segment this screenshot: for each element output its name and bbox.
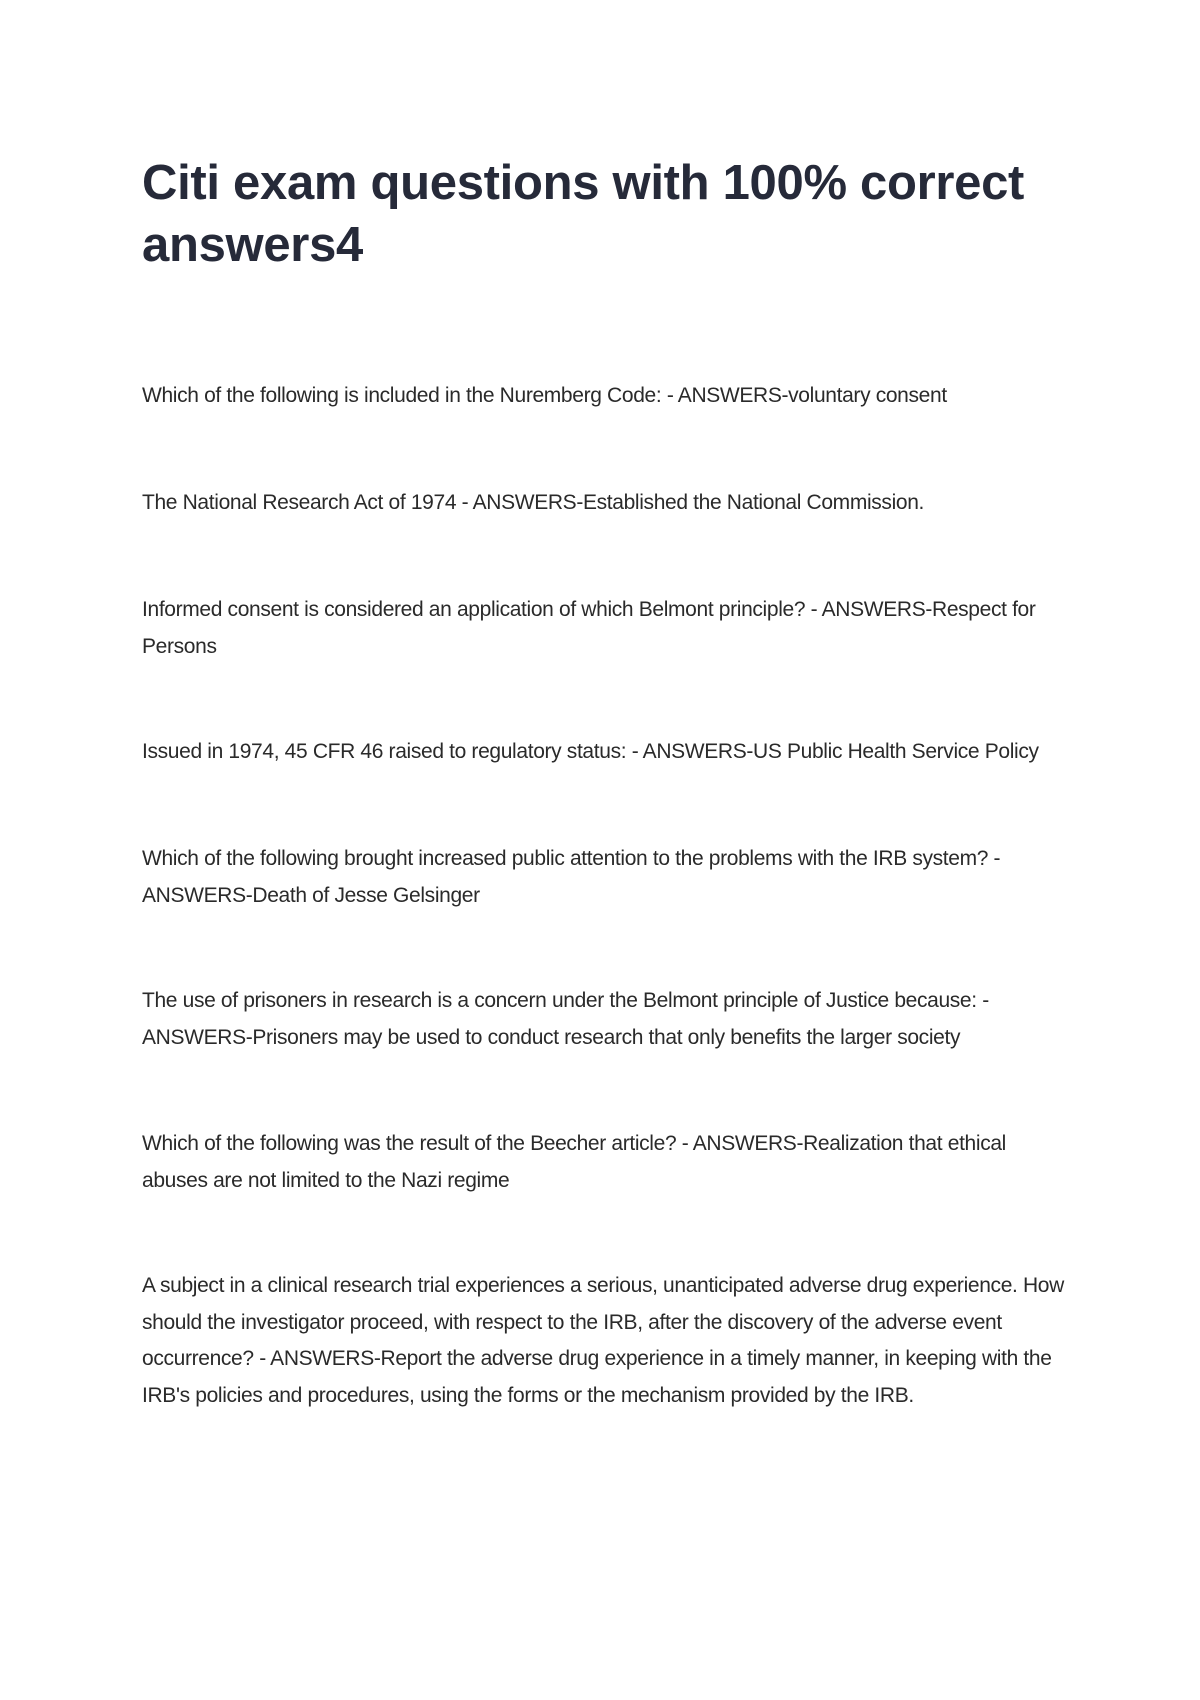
question-answer-item: Informed consent is considered an application of which Belmont principle? - ANSWERS-Respect for Persons — [142, 598, 1036, 658]
document-title: Citi exam questions with 100% correct answers4 — [142, 156, 1025, 272]
question-answer-item: Issued in 1974, 45 CFR 46 raised to regulatory status: - ANSWERS-US Public Health Service Policy — [142, 740, 1039, 763]
question-answer-item: The National Research Act of 1974 - ANSWERS-Established the National Commission. — [142, 491, 925, 514]
question-answer-item: The use of prisoners in research is a concern under the Belmont principle of Justice because: - ANSWERS-Prisoners may be used to conduct research that only benefits the larger society — [142, 989, 989, 1049]
question-answer-item: Which of the following brought increased public attention to the problems with the IRB system? - ANSWERS-Death of Jesse Gelsinger — [142, 847, 1001, 907]
question-answer-item: Which of the following was the result of the Beecher article? - ANSWERS-Realization that ethical abuses are not limited to the Nazi regime — [142, 1132, 1006, 1192]
question-answer-item: A subject in a clinical research trial experiences a serious, unanticipated adverse drug experience. How should the investigator proceed, with respect to the IRB, after the discovery of the adverse event occurrence? - ANSWERS-Report the adverse drug experience in a timely manner, in keeping with the IRB's policies and procedures, using the forms or the mechanism provided by the IRB. — [142, 1274, 1064, 1407]
question-answer-item: Which of the following is included in the Nuremberg Code: - ANSWERS-voluntary consent — [142, 384, 947, 407]
